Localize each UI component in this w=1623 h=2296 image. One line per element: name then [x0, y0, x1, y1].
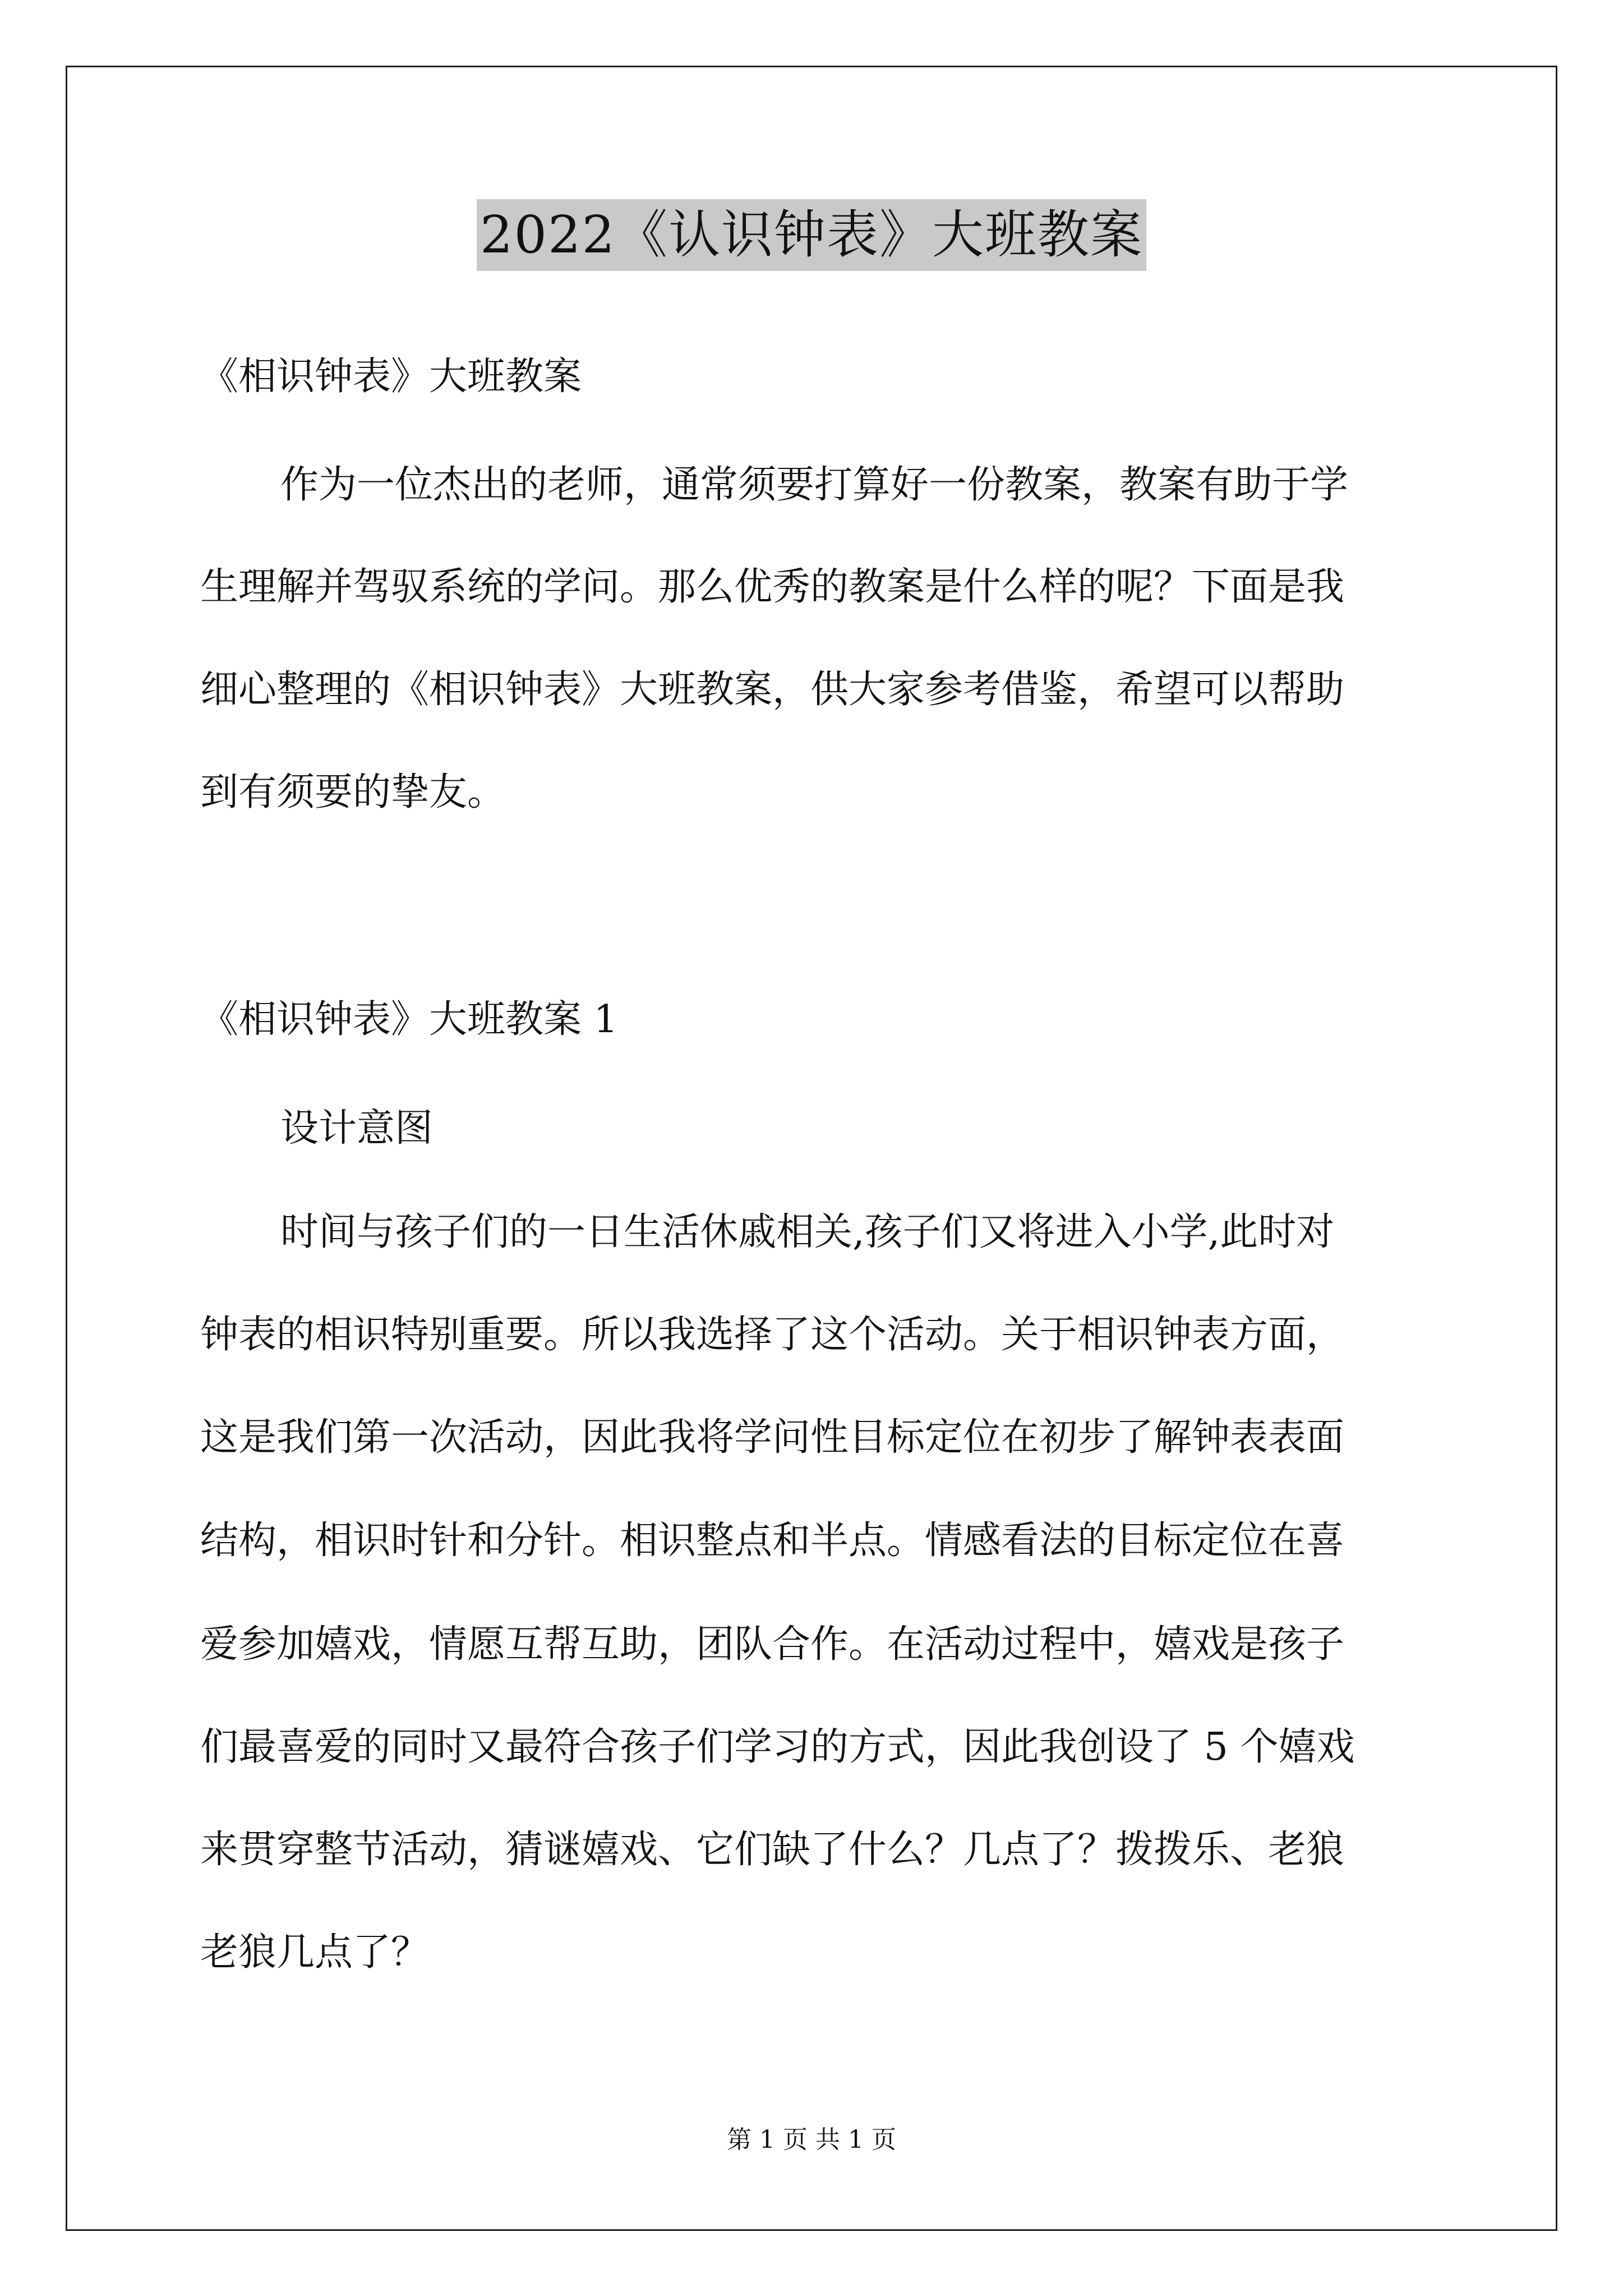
body-line-7: 来贯穿整节活动，猜谜嬉戏、它们缺了什么？几点了？拨拨乐、老狼	[200, 1828, 1345, 1872]
title-container	[0, 199, 1623, 271]
subtitle: 《相识钟表》大班教案	[200, 355, 582, 399]
intro-line-4: 到有须要的挚友。	[200, 770, 506, 815]
subheading-design-intent: 设计意图	[280, 1106, 434, 1151]
page-footer: 第 1 页 共 1 页	[727, 2125, 896, 2154]
body-line-5: 爱参加嬉戏，情愿互帮互助，团队合作。在活动过程中，嬉戏是孩子	[200, 1622, 1345, 1667]
body-line-6: 们最喜爱的同时又最符合孩子们学习的方式，因此我创设了 5 个嬉戏	[200, 1725, 1355, 1769]
body-line-3: 这是我们第一次活动，因此我将学问性目标定位在初步了解钟表表面	[200, 1415, 1345, 1460]
section-heading-1: 《相识钟表》大班教案 1	[200, 997, 618, 1042]
intro-line-1: 作为一位杰出的老师，通常须要打算好一份教案，教案有助于学	[280, 463, 1349, 507]
body-line-1: 时间与孩子们的一日生活休戚相关,孩子们又将进入小学,此时对	[280, 1210, 1335, 1254]
intro-line-3: 细心整理的《相识钟表》大班教案，供大家参考借鉴，希望可以帮助	[200, 668, 1345, 712]
body-line-2: 钟表的相识特别重要。所以我选择了这个活动。关于相识钟表方面，	[200, 1313, 1345, 1357]
body-line-4: 结构，相识时针和分针。相识整点和半点。情感看法的目标定位在喜	[200, 1519, 1345, 1563]
body-line-8: 老狼几点了？	[200, 1930, 430, 1975]
document-title: 2022《认识钟表》大班教案	[477, 199, 1146, 271]
intro-line-2: 生理解并驾驭系统的学问。那么优秀的教案是什么样的呢？下面是我	[200, 565, 1345, 609]
